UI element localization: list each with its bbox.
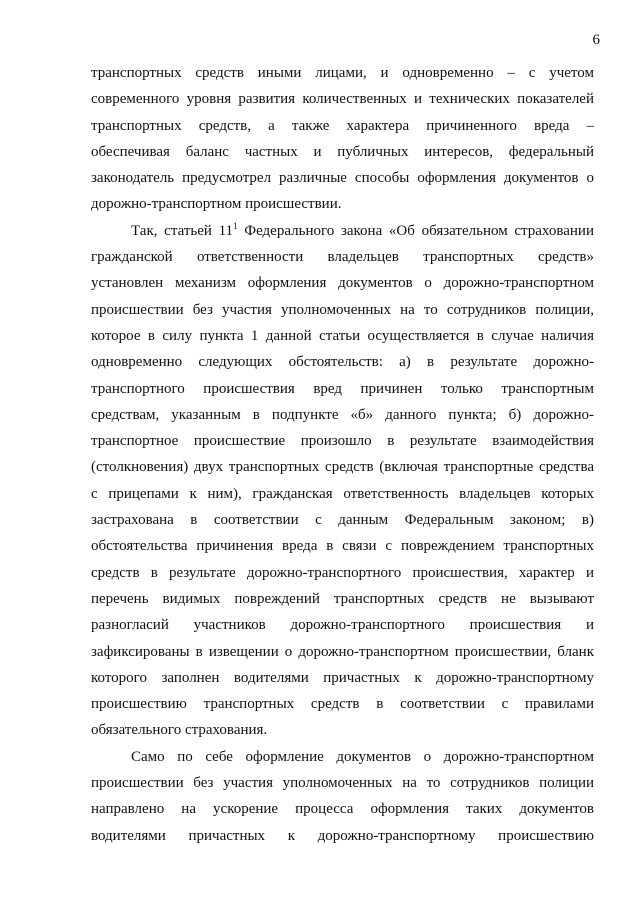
text-line: которого заполнен водителями причастных к дорожно-транспортному	[91, 669, 594, 686]
paragraph-1	[91, 60, 594, 218]
text-line: средствам, указанным в подпункте «б» данного пункта; б) дорожно-	[91, 406, 594, 423]
text-line: зафиксированы в извещении о дорожно-транспортном происшествии, бланк	[91, 643, 594, 660]
text-line: направлено на ускорение процесса оформления таких документов	[91, 801, 594, 818]
text-line: обстоятельства причинения вреда в связи с повреждением транспортных	[91, 538, 594, 555]
text-line: транспортных средств, а также характера причиненного вреда –	[91, 117, 594, 134]
text-line: средств в результате дорожно-транспортного происшествия, характер и	[91, 564, 594, 581]
text-line: дорожно-транспортном происшествии.	[91, 196, 342, 213]
paragraph-2	[91, 218, 594, 744]
paragraph-3	[91, 744, 594, 849]
text-line: транспортных средств иными лицами, и одновременно – с учетом	[91, 65, 594, 81]
text-fragment: Так, статьей 11	[131, 222, 234, 239]
text-line: обеспечивая баланс частных и публичных интересов, федеральный	[91, 143, 594, 160]
text-line: которое в силу пункта 1 данной статьи осуществляется в случае наличия	[91, 327, 594, 344]
text-line: одновременно следующих обстоятельств: а) в результате дорожно-	[91, 354, 594, 371]
text-line: (столкновения) двух транспортных средств (включая транспортные средства	[91, 459, 594, 476]
text-fragment: Федерального закона «Об обязательном страховании	[237, 222, 594, 239]
text-line: разногласий участников дорожно-транспортного происшествия и	[91, 617, 594, 634]
text-line: транспортного происшествия вред причинен только транспортным	[91, 380, 594, 397]
text-line: происшествии без участия уполномоченных на то сотрудников полиции,	[91, 301, 594, 318]
text-line: транспортное происшествие произошло в результате взаимодействия	[91, 433, 594, 450]
text-line: водителями причастных к дорожно-транспортному происшествию	[91, 827, 594, 844]
text-line: застрахована в соответствии с данным Федеральным законом; в)	[91, 512, 594, 529]
text-line: с прицепами к ним), гражданская ответственность владельцев которых	[91, 485, 594, 502]
article-superscript: 1	[233, 220, 238, 231]
text-line: современного уровня развития количественных и технических показателей	[91, 91, 594, 108]
text-line: перечень видимых повреждений транспортных средств не вызывают	[91, 590, 594, 607]
body-text	[91, 60, 594, 849]
text-line: Само по себе оформление документов о дорожно-транспортном	[131, 748, 594, 765]
text-line: происшествию транспортных средств в соответствии с правилами	[91, 696, 594, 713]
text-line: гражданской ответственности владельцев транспортных средств»	[91, 249, 594, 266]
text-line: законодатель предусмотрел различные способы оформления документов о	[91, 170, 594, 187]
text-line: происшествии без участия уполномоченных на то сотрудников полиции	[91, 775, 594, 792]
text-line: установлен механизм оформления документов о дорожно-транспортном	[91, 275, 594, 292]
text-line: обязательного страхования.	[91, 722, 268, 739]
page-number: 6	[592, 32, 600, 48]
text-line-first	[91, 218, 594, 244]
